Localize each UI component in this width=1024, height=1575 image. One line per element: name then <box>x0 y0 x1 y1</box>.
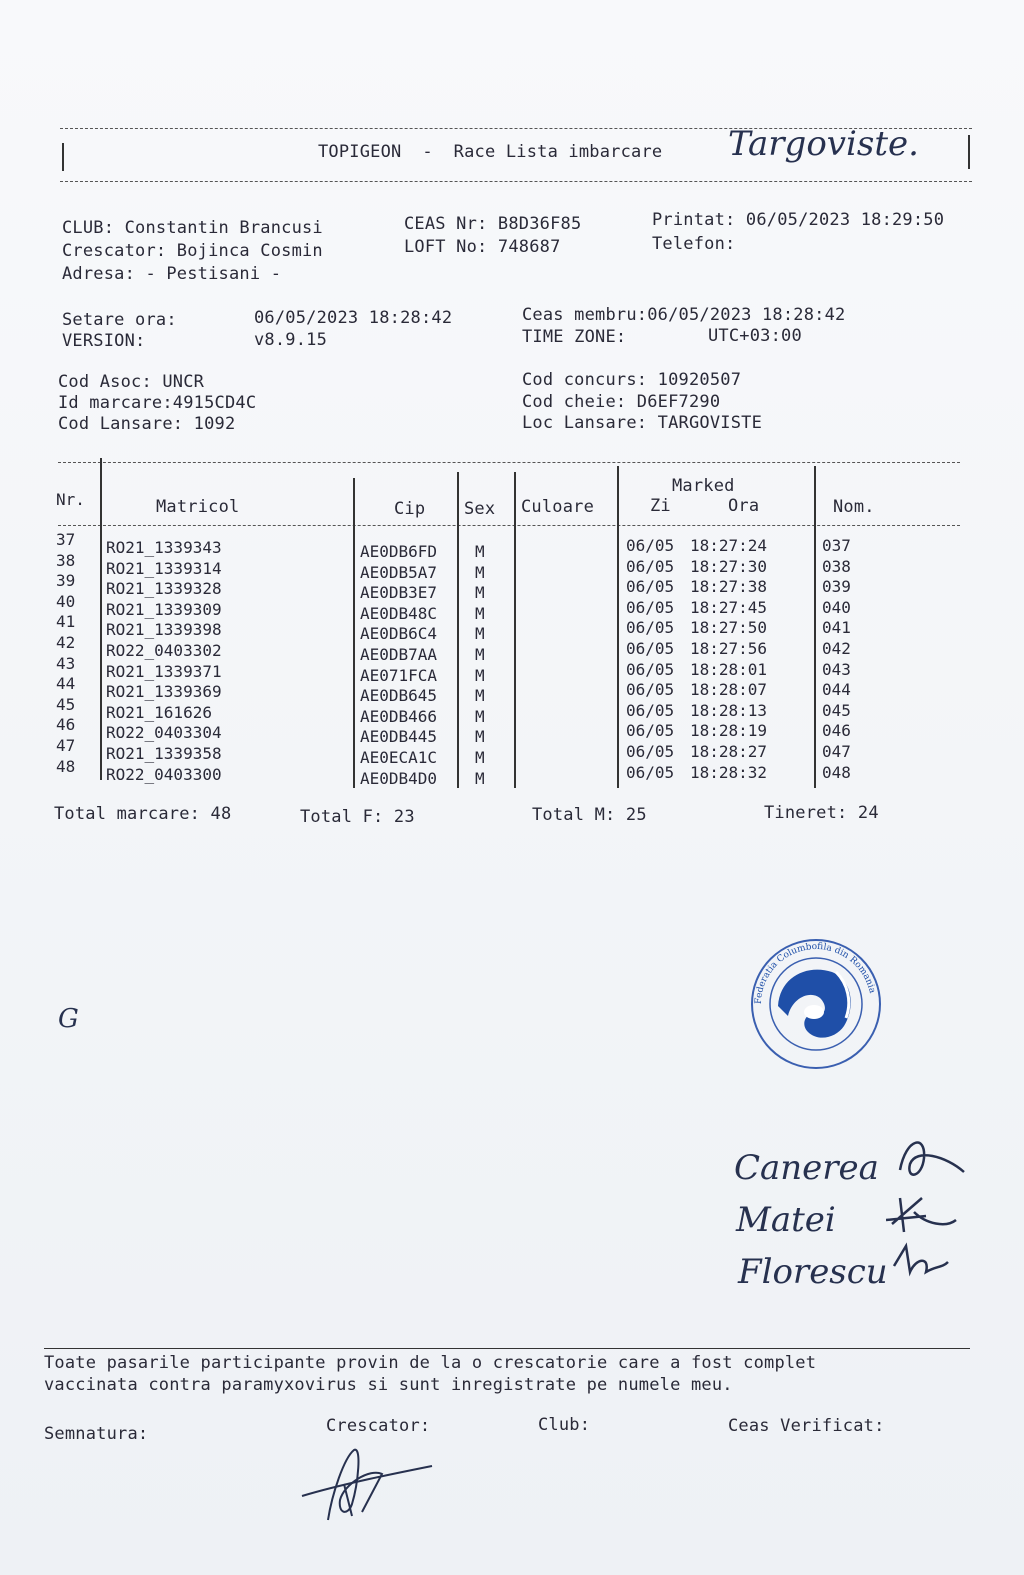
header-matricol: Matricol <box>156 497 240 517</box>
document-title: TOPIGEON - Race Lista imbarcare <box>318 142 663 162</box>
cell-matricol: RO21_1339309 <box>106 599 222 619</box>
semnatura-label: Semnatura: <box>44 1424 149 1444</box>
table-header-border <box>58 525 960 526</box>
cell-sex: M <box>475 727 485 747</box>
total-marcare: Total marcare: 48 <box>54 804 232 824</box>
cell-nom: 045 <box>822 700 851 720</box>
cell-sex: M <box>475 542 485 561</box>
version-value: v8.9.15 <box>254 330 328 350</box>
cell-zi: 06/05 <box>626 762 675 782</box>
cell-ora: 18:27:30 <box>690 556 768 576</box>
cell-ora: 18:27:45 <box>690 597 768 617</box>
cell-sex: M <box>475 665 485 685</box>
cell-nom: 040 <box>822 597 851 617</box>
cell-nom: 048 <box>822 762 851 782</box>
col-divider <box>353 478 355 788</box>
cell-nr: 42 <box>56 633 76 652</box>
cell-nr: 44 <box>56 674 76 694</box>
tineret: Tineret: 24 <box>764 803 879 823</box>
cell-cip: AE0DB466 <box>360 706 438 726</box>
cell-zi: 06/05 <box>626 659 675 679</box>
cell-zi: 06/05 <box>626 618 675 638</box>
header-marked: Marked <box>672 476 735 496</box>
header-nr: Nr. <box>56 490 85 509</box>
header-ora: Ora <box>728 496 760 516</box>
cell-zi: 06/05 <box>626 597 675 617</box>
handwritten-name-2: Matei <box>736 1200 836 1240</box>
crescator-info: Crescator: Bojinca Cosmin <box>62 241 323 261</box>
handwritten-name-1: Canerea <box>734 1148 879 1188</box>
loc-lansare: Loc Lansare: TARGOVISTE <box>522 413 763 433</box>
cell-matricol: RO21_1339328 <box>106 579 222 599</box>
setare-ora-value: 06/05/2023 18:28:42 <box>254 308 453 328</box>
cell-nr: 47 <box>56 736 76 755</box>
cell-matricol: RO22_0403304 <box>106 723 222 743</box>
cod-cheie: Cod cheie: D6EF7290 <box>522 392 721 412</box>
cell-nom: 042 <box>822 639 851 658</box>
cell-sex: M <box>475 768 485 788</box>
version-label: VERSION: <box>62 331 146 351</box>
cell-zi: 06/05 <box>626 556 675 576</box>
club-label: Club: <box>538 1415 591 1435</box>
cell-nom: 038 <box>822 556 851 576</box>
printat: Printat: 06/05/2023 18:29:50 <box>652 210 945 230</box>
cell-ora: 18:27:24 <box>690 536 768 555</box>
ceas-verificat-label: Ceas Verificat: <box>728 1416 885 1436</box>
time-zone-label: TIME ZONE: <box>522 327 627 347</box>
handwritten-name-3: Florescu <box>738 1252 888 1292</box>
cell-cip: AE0DB4D0 <box>360 768 438 788</box>
breeder-signature <box>292 1444 452 1524</box>
cell-cip: AE0ECA1C <box>360 748 438 767</box>
cell-cip: AE0DB3E7 <box>360 583 438 603</box>
cod-concurs: Cod concurs: 10920507 <box>522 370 742 390</box>
cell-cip: AE0DB7AA <box>360 645 438 664</box>
cell-ora: 18:28:27 <box>690 742 768 761</box>
cell-matricol: RO21_1339371 <box>106 661 222 681</box>
cell-sex: M <box>475 603 485 623</box>
cell-nom: 047 <box>822 742 851 761</box>
cell-matricol: RO21_1339343 <box>106 538 222 557</box>
cell-zi: 06/05 <box>626 639 675 658</box>
cell-cip: AE0DB48C <box>360 603 438 623</box>
cell-sex: M <box>475 686 485 706</box>
cell-zi: 06/05 <box>626 700 675 720</box>
header-culoare: Culoare <box>521 497 595 517</box>
cell-nr: 48 <box>56 756 76 776</box>
cell-zi: 06/05 <box>626 680 675 700</box>
time-zone-value: UTC+03:00 <box>708 326 802 346</box>
col-divider <box>100 458 102 780</box>
cell-matricol: RO21_161626 <box>106 702 212 722</box>
ceas-nr: CEAS Nr: B8D36F85 <box>404 214 582 234</box>
cell-nr: 37 <box>56 530 76 549</box>
handwritten-location: Targoviste. <box>728 124 919 164</box>
cell-zi: 06/05 <box>626 742 675 761</box>
cell-cip: AE0DB6C4 <box>360 624 438 644</box>
cell-nr: 43 <box>56 653 76 673</box>
declaration-line-1: Toate pasarile participante provin de la o crescatorie care a fost complet <box>44 1353 817 1373</box>
cell-cip: AE0DB645 <box>360 686 438 706</box>
cell-nr: 46 <box>56 715 76 735</box>
cell-ora: 18:28:07 <box>690 680 768 700</box>
total-m: Total M: 25 <box>532 805 647 825</box>
setare-ora-label: Setare ora: <box>62 310 177 330</box>
cell-ora: 18:28:19 <box>690 721 768 741</box>
cell-ora: 18:28:01 <box>690 659 768 679</box>
cell-sex: M <box>475 562 485 582</box>
cell-ora: 18:27:38 <box>690 577 768 597</box>
cell-ora: 18:27:56 <box>690 639 768 658</box>
col-divider <box>617 466 619 788</box>
cell-cip: AE071FCA <box>360 665 438 685</box>
cell-nom: 043 <box>822 659 851 679</box>
footer-divider <box>44 1348 970 1349</box>
cell-nom: 041 <box>822 618 851 638</box>
cell-ora: 18:28:13 <box>690 700 768 720</box>
total-f: Total F: 23 <box>300 807 415 827</box>
cell-sex: M <box>475 583 485 603</box>
adresa-info: Adresa: - Pestisani - <box>62 264 282 284</box>
col-divider <box>814 466 816 788</box>
cell-zi: 06/05 <box>626 577 675 597</box>
cell-cip: AE0DB5A7 <box>360 562 438 582</box>
cell-matricol: RO21_1339398 <box>106 620 222 640</box>
header-sex: Sex <box>464 499 496 519</box>
cell-matricol: RO21_1339358 <box>106 744 222 763</box>
cell-nom: 046 <box>822 721 851 741</box>
initials-marks <box>886 1128 972 1318</box>
cell-zi: 06/05 <box>626 536 675 555</box>
federation-stamp <box>748 936 884 1072</box>
telefon: Telefon: <box>652 234 736 254</box>
col-divider <box>514 472 516 788</box>
cell-matricol: RO21_1339369 <box>106 682 222 702</box>
table-top-border <box>58 462 960 463</box>
cell-sex: M <box>475 748 485 767</box>
cell-zi: 06/05 <box>626 721 675 741</box>
stamp-text: Federatia Columbofila din Romania <box>753 941 877 1005</box>
cell-nom: 037 <box>822 536 851 555</box>
cell-nr: 45 <box>56 694 76 714</box>
cell-matricol: RO22_0403300 <box>106 764 222 784</box>
cell-nom: 044 <box>822 680 851 700</box>
col-divider <box>457 472 459 788</box>
cell-sex: M <box>475 706 485 726</box>
cell-cip: AE0DB445 <box>360 727 438 747</box>
id-marcare: Id marcare:4915CD4C <box>58 393 257 413</box>
cell-nr: 40 <box>56 591 76 611</box>
club-info: CLUB: Constantin Brancusi <box>62 218 323 238</box>
header-nom: Nom. <box>833 497 875 517</box>
cell-ora: 18:28:32 <box>690 762 768 782</box>
cell-nom: 039 <box>822 577 851 597</box>
cell-sex: M <box>475 624 485 644</box>
header-zi: Zi <box>650 496 671 516</box>
loft-no: LOFT No: 748687 <box>404 237 561 257</box>
cell-cip: AE0DB6FD <box>360 542 438 561</box>
cell-ora: 18:27:50 <box>690 618 768 638</box>
cell-nr: 38 <box>56 550 76 570</box>
cell-sex: M <box>475 645 485 664</box>
header-cip: Cip <box>394 499 426 519</box>
cell-nr: 39 <box>56 571 76 591</box>
crescator-label: Crescator: <box>326 1416 431 1436</box>
ceas-membru: Ceas membru:06/05/2023 18:28:42 <box>522 305 846 325</box>
cell-matricol: RO22_0403302 <box>106 641 222 660</box>
cod-asoc: Cod Asoc: UNCR <box>58 372 205 392</box>
cod-lansare: Cod Lansare: 1092 <box>58 414 236 434</box>
cell-nr: 41 <box>56 612 76 632</box>
cell-matricol: RO21_1339314 <box>106 558 222 578</box>
declaration-line-2: vaccinata contra paramyxovirus si sunt inregistrate pe numele meu. <box>44 1375 733 1395</box>
side-mark: G <box>58 1004 79 1034</box>
